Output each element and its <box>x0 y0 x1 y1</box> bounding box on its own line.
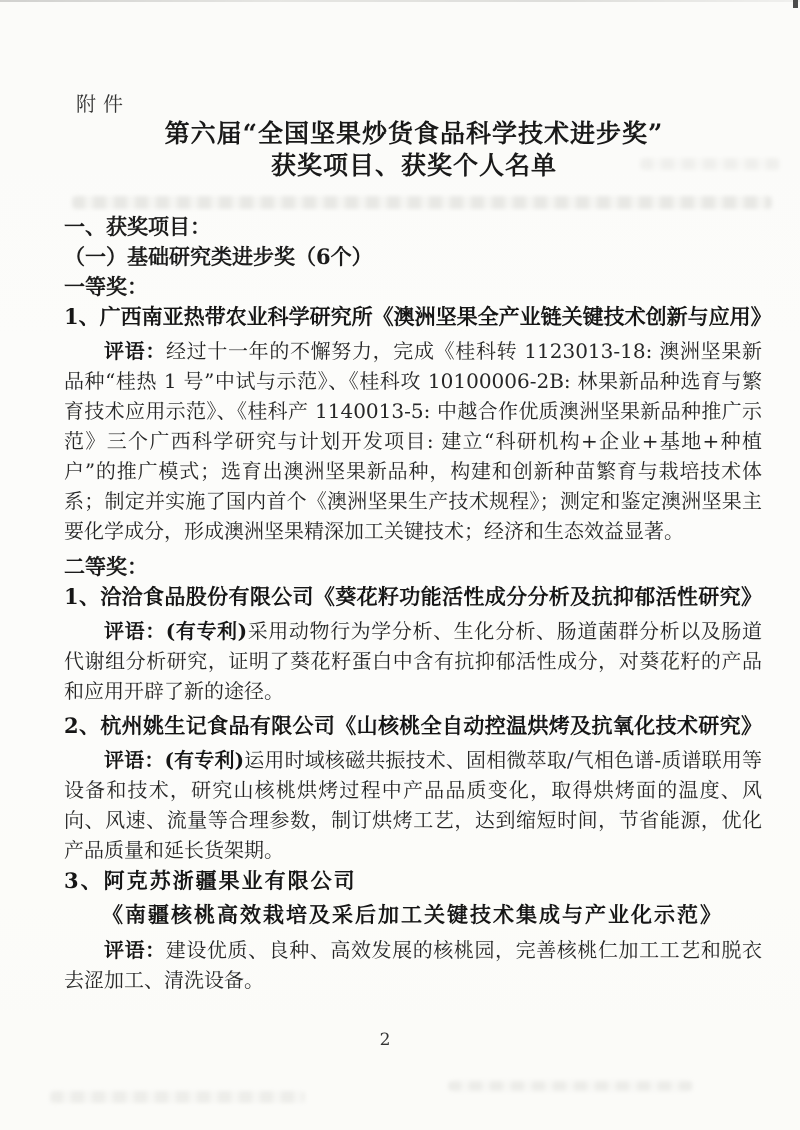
page-number: 2 <box>379 1030 391 1050</box>
document-title-line2: 获奖项目、获奖个人名单 <box>270 151 557 180</box>
section-heading-awards: 一、获奖项目： <box>64 214 211 239</box>
review-text: 采用动物行为学分析、生化分析、肠道菌群分析以及肠道代谢组分析研究，证明了葵花籽蛋白中含有抗抑郁活性成分，对葵花籽的产品和应用开辟了新的途径。 <box>64 619 763 703</box>
review-text: 建设优质、良种、高效发展的核桃园，完善核桃仁加工工艺和脱衣去涩加工、清洗设备。 <box>64 938 763 992</box>
review-label: 评语： <box>104 619 166 643</box>
second-prize-heading: 二等奖： <box>64 554 148 579</box>
first-prize-heading: 一等奖： <box>64 274 148 299</box>
bleed-through-artifact <box>72 196 772 209</box>
review-label: 评语： <box>104 938 166 962</box>
award-entry-title: 1、广西南亚热带农业科学研究所《澳洲坚果全产业链关键技术创新与应用》 <box>64 304 772 329</box>
bleed-through-artifact <box>448 1081 693 1091</box>
document-body <box>64 212 772 995</box>
subsection-heading-basic-research: （一）基础研究类进步奖（6个） <box>64 244 373 269</box>
patent-note: (有专利) <box>164 748 245 772</box>
review-text: 运用时域核磁共振技术、固相微萃取/气相色谱-质谱联用等设备和技术，研究山核桃烘烤过程中产品品质变化，取得烘烤面的温度、风向、风速、流量等合理参数，制订烘烤工艺，达到缩短时间，节省能源，优化产品质量和延长货架期。 <box>64 748 763 862</box>
scan-top-edge-artifact <box>0 0 800 2</box>
patent-note: (有专利) <box>165 619 248 643</box>
award-entry-review <box>64 935 762 995</box>
award-entry-title: 2、杭州姚生记食品有限公司《山核桃全自动控温烘烤及抗氧化技术研究》 <box>64 713 762 738</box>
scan-corner-mark-artifact <box>793 0 798 8</box>
review-text: 经过十一年的不懈努力，完成《桂科转 1123013-18: 澳洲坚果新品种“桂热 1 号”中试与示范》、《桂科攻 10100006-2B: 林果新品种选育与繁育技术应用示范》、《桂科产 1140013-5: 中越合作优质澳洲坚果新品种推广示范》三个广西科学研究与计划开发项目: 建立“科研机构+企业+基地+种植户”的推广模式；选育出澳洲坚果新品种，构建和创新种苗繁育与栽培技术体系；制定并实施了国内首个《澳洲坚果生产技术规程》；测定和鉴定澳洲坚果主要化学成分，形成澳洲坚果精深加工关键技术；经济和生态效益显著。 <box>64 339 763 543</box>
award-entry-title-company: 3、阿克苏浙疆果业有限公司 <box>64 868 357 893</box>
award-entry-review <box>64 745 762 865</box>
award-entry-review <box>64 616 762 706</box>
attachment-label: 附件 <box>76 92 130 116</box>
bleed-through-artifact <box>50 1091 305 1103</box>
document-title-line1: 第六届“全国坚果炒货食品科学技术进步奖” <box>164 119 664 148</box>
review-label: 评语： <box>104 748 165 772</box>
award-entry-title-project: 《南疆核桃高效栽培及采后加工关键技术集成与产业化示范》 <box>102 902 723 927</box>
review-label: 评语： <box>104 339 166 363</box>
document-title <box>44 118 784 182</box>
award-entry-review <box>64 336 762 546</box>
award-entry-title: 1、洽洽食品股份有限公司《葵花籽功能活性成分分析及抗抑郁活性研究》 <box>64 584 762 609</box>
